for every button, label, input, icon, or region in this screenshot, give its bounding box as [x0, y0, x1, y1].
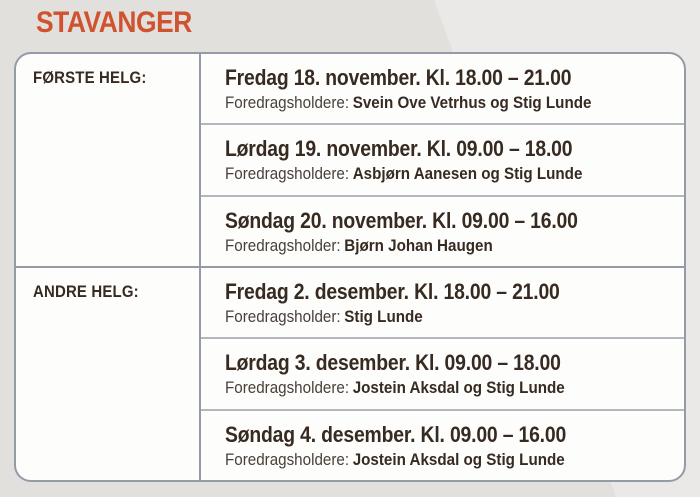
speaker-names: Stig Lunde	[344, 308, 423, 326]
schedule-row-sunday-4-dec	[201, 409, 684, 480]
speaker-names: Svein Ove Vetrhus og Stig Lunde	[352, 94, 592, 112]
speaker-label: Foredragsholder:	[225, 236, 341, 255]
schedule-table	[14, 52, 686, 482]
speaker-label: Foredragsholdere:	[225, 94, 350, 112]
speaker-label: Foredragsholdere:	[225, 379, 350, 398]
page-title: STAVANGER	[36, 6, 192, 39]
speaker-names: Bjørn Johan Haugen	[344, 236, 493, 255]
speaker-label: Foredragsholder:	[225, 308, 341, 326]
schedule-section-first-weekend	[16, 54, 684, 266]
section-label-cell	[16, 54, 201, 266]
session-speakers-line	[225, 378, 638, 399]
speaker-names: Asbjørn Aanesen og Stig Lunde	[352, 165, 583, 184]
session-speakers-line	[225, 236, 638, 257]
schedule-row-sunday-20-nov	[201, 195, 684, 266]
section-label-cell	[16, 268, 201, 480]
session-title: Fredag 18. november. Kl. 18.00 – 21.00	[225, 65, 572, 90]
speaker-names: Jostein Aksdal og Stig Lunde	[352, 379, 565, 398]
schedule-row-saturday-3-dec	[201, 337, 684, 408]
session-speakers-line	[225, 164, 638, 185]
session-speakers-line	[225, 93, 638, 114]
schedule-row-friday-2-dec	[201, 268, 684, 337]
schedule-row-saturday-19-nov	[201, 123, 684, 194]
speaker-names: Jostein Aksdal og Stig Lunde	[352, 450, 565, 469]
session-title: Lørdag 3. desember. Kl. 09.00 – 18.00	[225, 350, 561, 376]
speaker-label: Foredragsholdere:	[225, 165, 350, 184]
section-rows	[201, 268, 684, 480]
schedule-row-friday-18-nov	[201, 54, 684, 123]
speaker-label: Foredragsholdere:	[225, 450, 350, 469]
session-speakers-line	[225, 307, 638, 328]
session-title: Lørdag 19. november. Kl. 09.00 – 18.00	[225, 136, 573, 162]
session-title: Søndag 20. november. Kl. 09.00 – 16.00	[225, 207, 578, 233]
session-speakers-line	[225, 450, 638, 471]
session-title: Søndag 4. desember. Kl. 09.00 – 16.00	[225, 421, 567, 447]
section-label: ANDRE HELG:	[33, 282, 139, 301]
schedule-section-second-weekend	[16, 266, 684, 480]
session-title: Fredag 2. desember. Kl. 18.00 – 21.00	[225, 279, 560, 304]
section-label: FØRSTE HELG:	[33, 68, 147, 87]
section-rows	[201, 54, 684, 266]
